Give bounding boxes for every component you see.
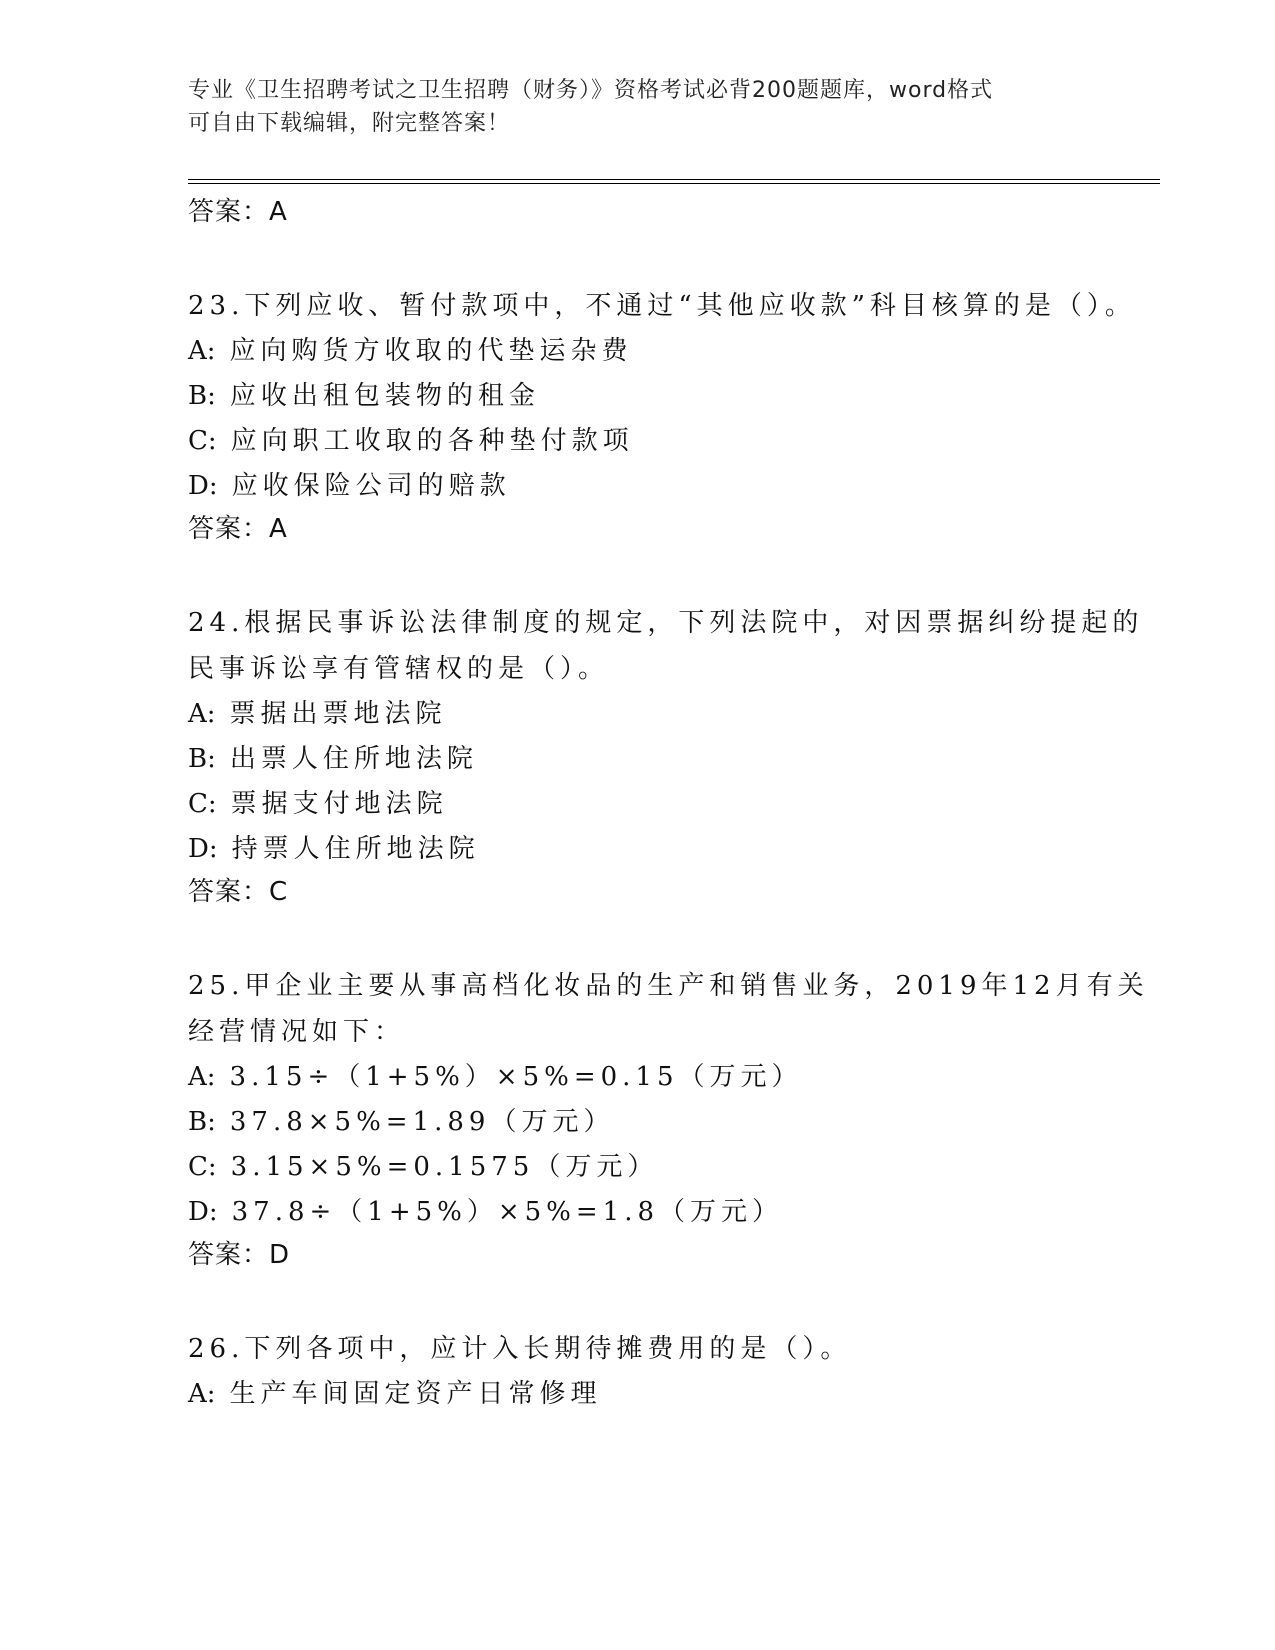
option-label: C:	[188, 789, 217, 819]
question-24	[188, 600, 1160, 912]
option-c	[188, 1145, 1160, 1190]
option-a	[188, 329, 1160, 374]
header-divider-bottom	[188, 183, 1160, 184]
question-25	[188, 963, 1160, 1275]
option-label: B:	[188, 1107, 216, 1137]
option-text: 应收保险公司的赔款	[231, 471, 511, 501]
option-text: 3.15÷（1+5%）×5%=0.15（万元）	[229, 1062, 803, 1092]
option-text: 票据出票地法院	[229, 699, 447, 729]
option-label: B:	[188, 744, 216, 774]
option-text: 应向购货方收取的代垫运杂费	[229, 336, 633, 366]
option-c	[188, 782, 1160, 827]
option-text: 应向职工收取的各种垫付款项	[230, 426, 634, 456]
option-d	[188, 1190, 1160, 1235]
answer: 答案：A	[188, 514, 288, 544]
answer: 答案：D	[188, 1240, 291, 1270]
option-c	[188, 419, 1160, 464]
option-b	[188, 1100, 1160, 1145]
header-line-1: 专业《卫生招聘考试之卫生招聘（财务）》资格考试必背200题题库，word格式	[188, 78, 994, 103]
header-line-2: 可自由下载编辑，附完整答案！	[188, 111, 511, 136]
question-23	[188, 283, 1160, 549]
option-label: A:	[188, 1379, 216, 1409]
question-stem: 25.甲企业主要从事高档化妆品的生产和销售业务，2019年12月有关经营情况如下：	[188, 971, 1149, 1047]
question-26	[188, 1326, 1160, 1417]
option-b	[188, 374, 1160, 419]
question-stem: 23.下列应收、暂付款项中，不通过“其他应收款”科目核算的是（）。	[188, 291, 1136, 321]
header-divider-top	[188, 179, 1160, 180]
page-header	[188, 74, 1088, 140]
previous-answer: 答案：A	[188, 197, 288, 227]
option-label: A:	[188, 336, 216, 366]
option-text: 持票人住所地法院	[231, 834, 480, 864]
answer: 答案：C	[188, 877, 289, 907]
question-list	[188, 192, 1160, 1417]
option-text: 票据支付地法院	[230, 789, 448, 819]
option-label: D:	[188, 834, 218, 864]
option-label: D:	[188, 471, 218, 501]
option-text: 应收出租包装物的租金	[229, 381, 540, 411]
option-text: 出票人住所地法院	[229, 744, 478, 774]
option-a	[188, 692, 1160, 737]
option-a	[188, 1055, 1160, 1100]
option-text: 3.15×5%=0.1575（万元）	[230, 1152, 659, 1182]
option-label: D:	[188, 1197, 218, 1227]
option-text: 37.8×5%=1.89（万元）	[229, 1107, 615, 1137]
option-d	[188, 464, 1160, 509]
option-a	[188, 1372, 1160, 1417]
option-text: 37.8÷（1+5%）×5%=1.8（万元）	[231, 1197, 784, 1227]
option-b	[188, 737, 1160, 782]
option-d	[188, 827, 1160, 872]
question-stem: 26.下列各项中，应计入长期待摊费用的是（）。	[188, 1334, 852, 1364]
option-label: C:	[188, 1152, 217, 1182]
option-text: 生产车间固定资产日常修理	[229, 1379, 602, 1409]
question-stem: 24.根据民事诉讼法律制度的规定，下列法院中，对因票据纠纷提起的民事诉讼享有管辖权的是（）。	[188, 608, 1144, 684]
option-label: A:	[188, 1062, 216, 1092]
option-label: A:	[188, 699, 216, 729]
option-label: B:	[188, 381, 216, 411]
option-label: C:	[188, 426, 217, 456]
